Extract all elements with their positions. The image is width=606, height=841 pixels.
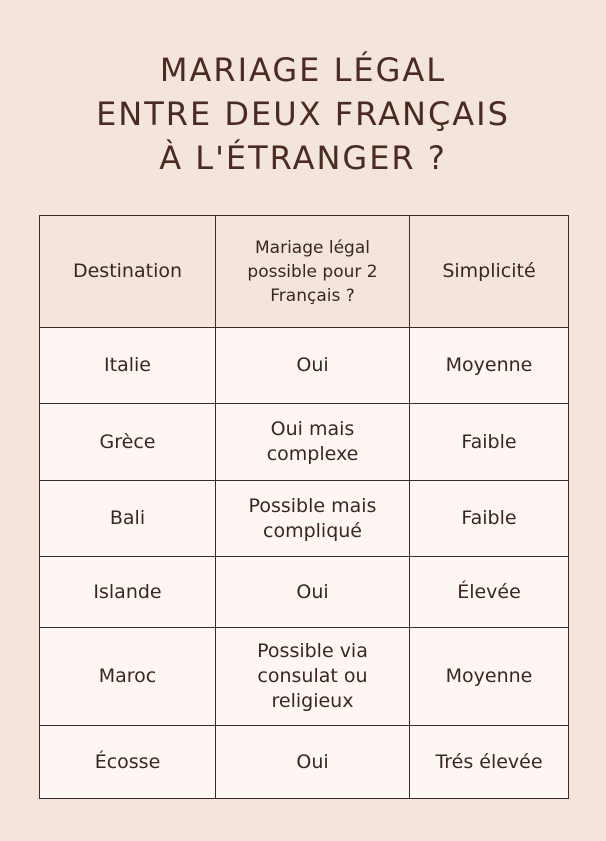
cell-simplicity: Moyenne <box>410 328 569 404</box>
cell-simplicity: Faible <box>410 404 569 481</box>
cell-simplicity: Faible <box>410 481 569 557</box>
cell-legal: Possible via consulat ou religieux <box>216 628 410 726</box>
title-line-2: ENTRE DEUX FRANÇAIS <box>96 95 510 133</box>
cell-legal: Oui <box>216 557 410 628</box>
page-title <box>0 48 606 180</box>
cell-destination: Islande <box>40 557 216 628</box>
cell-simplicity: Élevée <box>410 557 569 628</box>
cell-simplicity: Trés élevée <box>410 726 569 799</box>
title-line-3: À L'ÉTRANGER ? <box>159 139 447 177</box>
cell-destination: Écosse <box>40 726 216 799</box>
cell-legal: Oui mais complexe <box>216 404 410 481</box>
table-header-row <box>40 216 569 328</box>
table-row <box>40 628 569 726</box>
table-row <box>40 557 569 628</box>
cell-destination: Maroc <box>40 628 216 726</box>
table-row <box>40 404 569 481</box>
cell-legal: Oui <box>216 328 410 404</box>
cell-legal: Possible mais compliqué <box>216 481 410 557</box>
cell-simplicity: Moyenne <box>410 628 569 726</box>
table-row <box>40 481 569 557</box>
cell-destination: Bali <box>40 481 216 557</box>
header-destination: Destination <box>40 216 216 328</box>
cell-destination: Grèce <box>40 404 216 481</box>
table-row <box>40 328 569 404</box>
header-legal-marriage: Mariage légal possible pour 2 Français ? <box>216 216 410 328</box>
comparison-table <box>39 215 569 799</box>
header-simplicity: Simplicité <box>410 216 569 328</box>
title-line-1: MARIAGE LÉGAL <box>159 51 447 89</box>
cell-legal: Oui <box>216 726 410 799</box>
cell-destination: Italie <box>40 328 216 404</box>
table-row <box>40 726 569 799</box>
